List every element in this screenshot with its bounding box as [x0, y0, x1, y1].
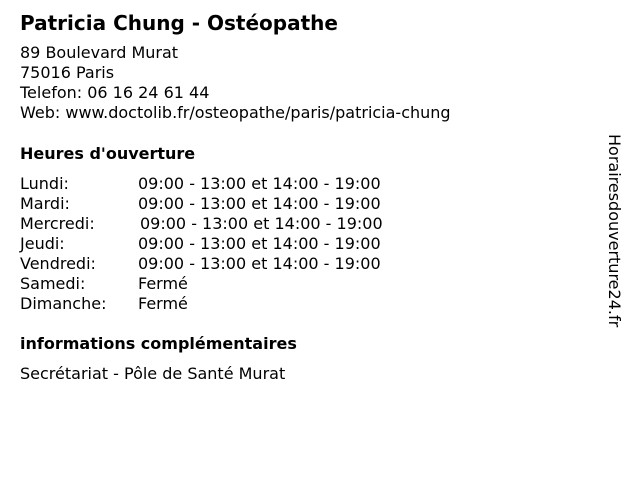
hours-row-saturday: [20, 274, 440, 294]
site-watermark: Horairesdouverture24.fr: [605, 134, 624, 328]
city-postcode: 75016 Paris: [20, 63, 115, 82]
day-label: Mercredi:: [20, 214, 95, 233]
opening-hours-table: [20, 174, 440, 314]
day-label: Mardi:: [20, 194, 70, 213]
day-label: Dimanche:: [20, 294, 107, 313]
day-hours: Fermé: [138, 274, 188, 293]
day-hours: Fermé: [138, 294, 188, 313]
page-title: Patricia Chung - Ostéopathe: [20, 11, 338, 35]
hours-row-monday: [20, 174, 440, 194]
day-hours: 09:00 - 13:00 et 14:00 - 19:00: [138, 254, 381, 273]
opening-hours-heading: Heures d'ouverture: [20, 144, 196, 163]
address-block: [20, 43, 451, 123]
hours-row-friday: [20, 254, 440, 274]
hours-row-wednesday: [20, 214, 440, 234]
additional-info-heading: informations complémentaires: [20, 334, 297, 353]
hours-row-thursday: [20, 234, 440, 254]
day-hours: 09:00 - 13:00 et 14:00 - 19:00: [138, 174, 381, 193]
website: Web: www.doctolib.fr/osteopathe/paris/patricia-chung: [20, 103, 451, 122]
day-label: Jeudi:: [20, 234, 65, 253]
day-label: Vendredi:: [20, 254, 96, 273]
hours-row-tuesday: [20, 194, 440, 214]
day-label: Lundi:: [20, 174, 69, 193]
phone-number: Telefon: 06 16 24 61 44: [20, 83, 210, 102]
day-hours: 09:00 - 13:00 et 14:00 - 19:00: [140, 214, 383, 233]
hours-row-sunday: [20, 294, 440, 314]
additional-info-text: Secrétariat - Pôle de Santé Murat: [20, 364, 286, 383]
day-hours: 09:00 - 13:00 et 14:00 - 19:00: [138, 234, 381, 253]
day-label: Samedi:: [20, 274, 86, 293]
day-hours: 09:00 - 13:00 et 14:00 - 19:00: [138, 194, 381, 213]
street-address: 89 Boulevard Murat: [20, 43, 179, 62]
